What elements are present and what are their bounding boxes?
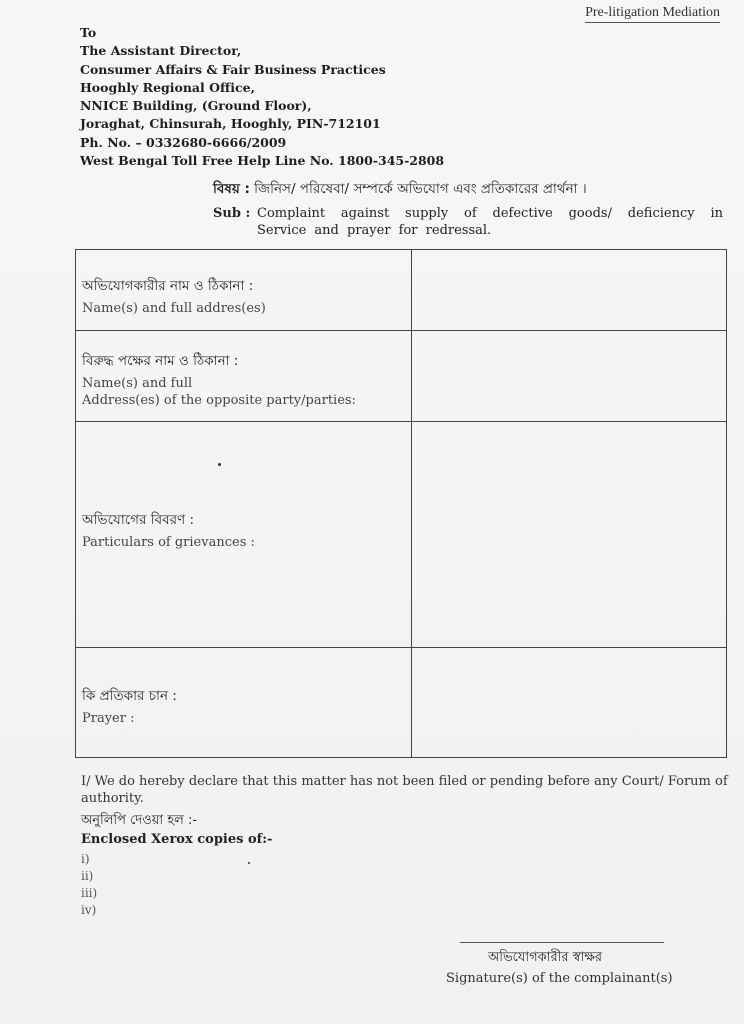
form-row-grievances (76, 422, 727, 648)
label-english: Particulars of grievances : (82, 535, 255, 550)
complaint-form-table (75, 249, 727, 758)
enclosed-title: Enclosed Xerox copies of:- (81, 832, 273, 847)
enclosed-list (81, 851, 97, 919)
paper-speck (218, 463, 221, 466)
subject-english (213, 205, 723, 239)
label-english: Name(s) and full (82, 376, 193, 391)
address-line: The Assistant Director, (80, 43, 242, 59)
signature-label-english: Signature(s) of the complainant(s) (446, 971, 673, 986)
label-bengali: বিরুদ্ধ পক্ষের নাম ও ঠিকানা : (82, 353, 239, 369)
subject-english-text: Complaint against supply of defective goods/ deficiency in Service and prayer for redressal. (257, 206, 723, 238)
enclosed-item: iii) (81, 886, 98, 900)
opposite-party-field[interactable] (412, 331, 727, 422)
form-row-opposite-party (76, 331, 727, 422)
subject-bengali (213, 178, 723, 201)
form-label-cell (76, 331, 412, 422)
address-line: Joraghat, Chinsurah, Hooghly, PIN-712101 (80, 116, 381, 132)
address-line: Ph. No. – 0332680-6666/2009 (80, 134, 287, 150)
enclosed-item: i) (81, 852, 90, 866)
header-tag: Pre-litigation Mediation (585, 5, 720, 23)
subject-block (213, 178, 723, 239)
subject-bengali-label: বিষয় : (213, 181, 250, 197)
address-line: To (80, 25, 97, 40)
form-label-cell (76, 648, 412, 758)
address-line: Consumer Affairs & Fair Business Practices (80, 61, 386, 77)
form-label-cell (76, 250, 412, 331)
label-english: Name(s) and full addres(es) (82, 301, 266, 316)
subject-english-label: Sub : (213, 206, 251, 221)
declaration-text: I/ We do hereby declare that this matter has not been filed or pending before any Court/ Forum of authority. (81, 774, 728, 806)
prayer-field[interactable] (412, 648, 727, 758)
recipient-address (80, 24, 444, 170)
label-bengali: অভিযোগের বিবরণ : (82, 512, 195, 528)
label-bengali: কি প্রতিকার চান : (82, 688, 177, 704)
subject-bengali-text: জিনিস/ পরিষেবা/ সম্পর্কে অভিযোগ এবং প্রতিকারের প্রার্থনা । (254, 181, 587, 197)
signature-label-bengali: অভিযোগকারীর স্বাক্ষর (488, 950, 603, 965)
signature-line[interactable] (460, 942, 664, 943)
form-row-prayer (76, 648, 727, 758)
form-label-cell (76, 422, 412, 648)
enclosed-item: iv) (81, 903, 97, 917)
address-line: West Bengal Toll Free Help Line No. 1800-345-2808 (80, 153, 445, 169)
grievances-field[interactable] (412, 422, 727, 648)
form-row-complainant (76, 250, 727, 331)
label-english: Address(es) of the opposite party/parties: (82, 393, 356, 408)
label-english: Prayer : (82, 711, 135, 726)
copy-given-line: অনুলিপি দেওয়া হল :- (81, 813, 198, 828)
paper-speck (248, 862, 250, 864)
label-bengali: অভিযোগকারীর নাম ও ঠিকানা : (82, 278, 254, 294)
address-line: Hooghly Regional Office, (80, 79, 255, 95)
enclosed-item: ii) (81, 869, 94, 883)
complainant-field[interactable] (412, 250, 727, 331)
address-line: NNICE Building, (Ground Floor), (80, 98, 312, 114)
